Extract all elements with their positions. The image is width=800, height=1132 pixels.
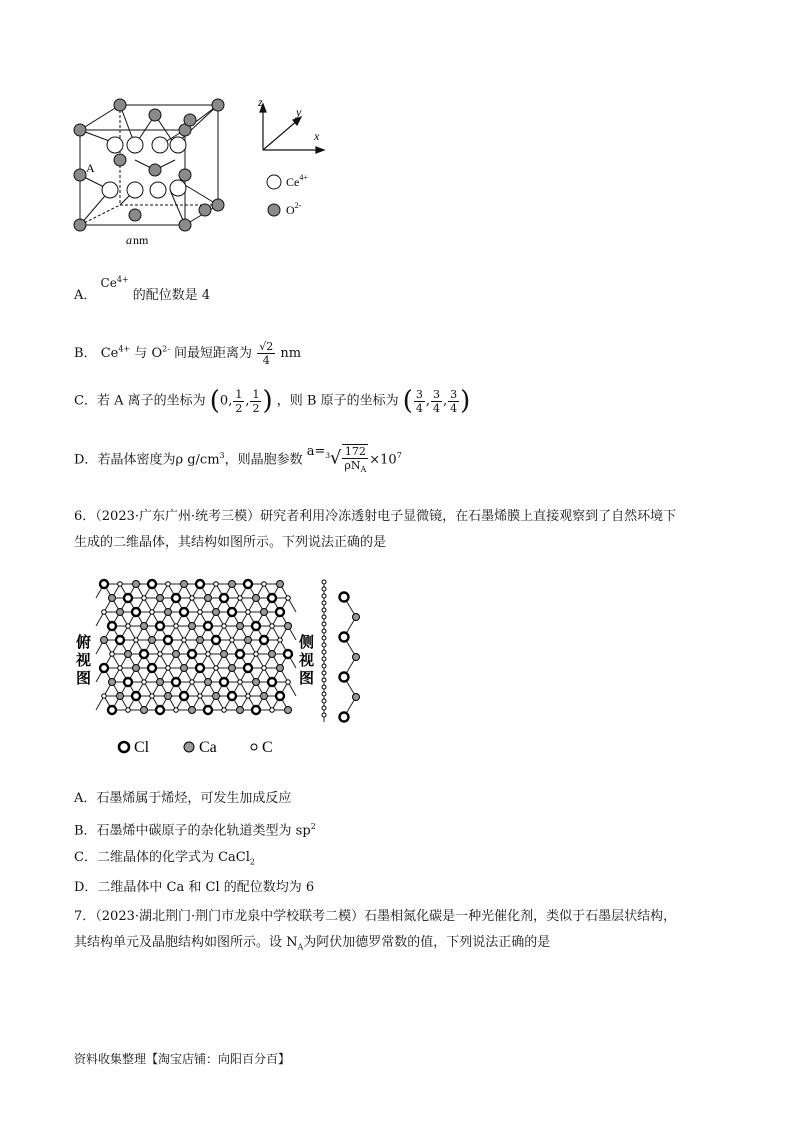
cl-atom [244, 580, 252, 588]
c-atom [322, 636, 326, 640]
label-a-ion: A [86, 161, 95, 175]
axis-x-label: x [314, 129, 320, 143]
top-view-label: 图 [76, 671, 92, 687]
ca-atom [205, 595, 212, 602]
c-atom [322, 699, 326, 703]
c-atom [322, 594, 326, 598]
ca-atom [173, 651, 180, 658]
o-atom [74, 124, 86, 136]
o-atom [199, 204, 211, 216]
ca-atom [117, 609, 124, 616]
ca-atom [181, 581, 188, 588]
c-atom [322, 601, 326, 605]
cl-atom [180, 692, 188, 700]
c-atom [118, 582, 123, 587]
c-atom [286, 680, 291, 685]
ca-atom [253, 679, 260, 686]
q6-option-a: A．石墨烯属于烯烃，可发生加成反应 [74, 791, 292, 806]
ca-atom [141, 623, 148, 630]
cl-atom [204, 706, 212, 714]
cl-atom [220, 594, 228, 602]
o-atom [74, 169, 86, 181]
legend-cl-label: Cl [134, 739, 150, 756]
legend-c-label: C [262, 739, 273, 756]
cl-atom [340, 633, 349, 642]
top-view-label: 视 [76, 653, 92, 669]
c-atom [322, 678, 326, 682]
cl-atom [236, 650, 244, 658]
cl-atom [164, 636, 172, 644]
ca-atom [285, 623, 292, 630]
ca-atom [237, 623, 244, 630]
o-atom [114, 154, 126, 166]
c-atom [270, 708, 275, 713]
cl-atom [172, 594, 180, 602]
c-atom [142, 680, 147, 685]
legend-ce-marker [267, 175, 281, 189]
q5-option-d: D．若晶体密度为ρ $g/cm^3$，则晶胞参数 a=$^3$√ $\frac{172}{\rho N_A}$ $\times 10^7$ [74, 444, 402, 474]
legend-c-marker [251, 744, 257, 750]
c-atom [262, 582, 267, 587]
ca-atom [189, 707, 196, 714]
cl-atom [244, 664, 252, 672]
c-atom [322, 671, 326, 675]
ceo2-unit-cell-figure [60, 90, 360, 250]
side-view-label: 图 [299, 671, 315, 687]
c-atom [214, 666, 219, 671]
q5-option-c: C．若 A 离子的坐标为 (0, $\frac{1}{2}$ , $\frac{1}{2}$ ) ，则 B 原子的坐标为 ( $\frac{3}{4}$ , $\frac{3}{4}$ , $\frac{3}{4}$ ) [74, 386, 471, 416]
c-atom [150, 694, 155, 699]
ca-atom [229, 665, 236, 672]
c-atom [322, 650, 326, 654]
q5-option-a: A． $Ce^{4+}$ 的配位数是 4 [74, 275, 211, 303]
legend-o-marker [268, 204, 280, 216]
cl-atom [228, 692, 236, 700]
ca-atom [101, 637, 108, 644]
axis-z-label: z [258, 95, 263, 109]
c-atom [118, 666, 123, 671]
distance-fraction: $\frac{√2}{4}$ [259, 340, 274, 367]
ca-atom [353, 654, 360, 661]
cl-atom [108, 706, 116, 714]
cl-atom [188, 650, 196, 658]
c-atom [182, 638, 187, 643]
ce-atom [150, 182, 166, 198]
ce-atom [107, 137, 123, 153]
c-atom [322, 664, 326, 668]
ca-atom [245, 637, 252, 644]
cl-atom [220, 678, 228, 686]
c-atom [206, 652, 211, 657]
cl-atom [132, 692, 140, 700]
c-atom [134, 638, 139, 643]
o-atom [179, 169, 191, 181]
cl-atom [140, 650, 148, 658]
c-atom [246, 610, 251, 615]
ca-atom [205, 679, 212, 686]
legend-o-label: O [286, 203, 295, 217]
cl-atom [100, 580, 108, 588]
c-atom [322, 629, 326, 633]
c-atom [322, 657, 326, 661]
cl-atom [276, 692, 284, 700]
q6-option-d: D．二维晶体中 Ca 和 Cl 的配位数均为 6 [74, 880, 315, 895]
ca-atom [277, 665, 284, 672]
ca-atom [141, 707, 148, 714]
cl-atom [156, 706, 164, 714]
cl-atom [148, 664, 156, 672]
c-atom [322, 608, 326, 612]
legend-ce-label: Ce [286, 175, 300, 189]
cl-atom [268, 594, 276, 602]
cl-atom [340, 713, 349, 722]
c-atom [238, 680, 243, 685]
side-view-label: 视 [299, 653, 315, 669]
axis-y-label: y [296, 105, 302, 119]
c-atom [262, 666, 267, 671]
ca-atom [221, 651, 228, 658]
ca-atom [253, 595, 260, 602]
cl-atom [108, 622, 116, 630]
c-atom [322, 615, 326, 619]
ca-atom [125, 651, 132, 658]
c-atom [126, 624, 131, 629]
ca-atom [165, 693, 172, 700]
c-atom [158, 652, 163, 657]
ca-atom [165, 609, 172, 616]
c-atom [246, 694, 251, 699]
c-atom [190, 596, 195, 601]
c-atom [198, 610, 203, 615]
o-atom [179, 219, 191, 231]
c-atom [270, 624, 275, 629]
svg-text:O2- [286, 201, 302, 217]
c-atom [322, 580, 326, 584]
cl-atom [124, 678, 132, 686]
cl-atom [260, 636, 268, 644]
o-atom [212, 99, 224, 111]
cl-atom [196, 580, 204, 588]
c-atom [286, 596, 291, 601]
ca-atom [149, 637, 156, 644]
cl-atom [252, 706, 260, 714]
c-atom [102, 610, 107, 615]
c-atom [322, 643, 326, 647]
ca-atom [109, 679, 116, 686]
cl-atom [212, 636, 220, 644]
footer-source: 资料收集整理【淘宝店铺：向阳百分百】 [74, 1052, 291, 1066]
o-atom [129, 209, 141, 221]
cl-atom [284, 650, 292, 658]
cl-atom [172, 678, 180, 686]
ce-atom [152, 137, 168, 153]
legend-cl-marker [119, 742, 129, 752]
cl-atom [276, 608, 284, 616]
cl-atom [204, 622, 212, 630]
ca-atom [229, 581, 236, 588]
ca-atom [261, 609, 268, 616]
cl-atom [116, 636, 124, 644]
c-atom [142, 596, 147, 601]
c-atom [278, 638, 283, 643]
c-atom [110, 652, 115, 657]
cl-atom [268, 678, 276, 686]
c-atom [322, 713, 326, 717]
ca-atom [353, 694, 360, 701]
o-atom [74, 219, 86, 231]
c-atom [322, 587, 326, 591]
q6-stem: 6．（2023·广东广州·统考三模）研究者利用冷冻透射电子显微镜，在石墨烯膜上直接观察到了自然环境下 生成的二维晶体，其结构如图所示。下列说法正确的是 [74, 509, 677, 550]
c-atom [174, 708, 179, 713]
o-atom [149, 109, 161, 121]
cl-atom [180, 608, 188, 616]
ca-atom [213, 693, 220, 700]
svg-text:Ce4+ [286, 173, 308, 189]
ca-atom [157, 679, 164, 686]
c-atom [102, 694, 107, 699]
ca-atom [133, 581, 140, 588]
top-view-label: 俯 [76, 635, 92, 651]
ce-atom [102, 182, 118, 198]
cacl2-graphene-figure [74, 572, 394, 762]
ca-atom [197, 637, 204, 644]
ca-atom [261, 693, 268, 700]
c-atom [126, 708, 131, 713]
ca-atom [189, 623, 196, 630]
ca-atom [181, 665, 188, 672]
c-atom [322, 685, 326, 689]
o-atom [212, 199, 224, 211]
c-atom [222, 624, 227, 629]
ca-atom [109, 595, 116, 602]
ca-atom [237, 707, 244, 714]
c-atom [150, 610, 155, 615]
c-atom [322, 706, 326, 710]
cl-atom [340, 593, 349, 602]
cl-atom [132, 608, 140, 616]
c-atom [166, 582, 171, 587]
ce-atom [170, 137, 186, 153]
cl-atom [252, 622, 260, 630]
q5-option-b: B． $Ce^{4+}$ 与 $O^{2-}$ 间最短距离为 $\frac{√2}{4}$ nm [74, 340, 302, 367]
legend-ce-charge: 4+ [299, 173, 308, 182]
ca-atom [269, 651, 276, 658]
lattice-param-nm: nm [133, 233, 149, 247]
ca-atom [353, 614, 360, 621]
c-atom [254, 652, 259, 657]
cl-atom [340, 673, 349, 682]
c-atom [166, 666, 171, 671]
ca-atom [277, 581, 284, 588]
c-atom [174, 624, 179, 629]
legend-ca-label: Ca [199, 739, 217, 756]
c-atom [230, 638, 235, 643]
c-atom [238, 596, 243, 601]
c-atom [222, 708, 227, 713]
ce-atom [127, 137, 143, 153]
c-atom [190, 680, 195, 685]
ca-atom [117, 693, 124, 700]
c-atom [198, 694, 203, 699]
cl-atom [228, 608, 236, 616]
q6-option-c: C．二维晶体的化学式为 CaCl$_2$ [74, 850, 255, 867]
c-atom [322, 622, 326, 626]
lattice-param-a: a [126, 233, 132, 247]
ca-atom [213, 609, 220, 616]
o-atom [184, 114, 196, 126]
ca-atom [285, 707, 292, 714]
side-view-label: 侧 [299, 635, 315, 651]
ce-atom [127, 182, 143, 198]
o-atom [149, 164, 161, 176]
o-atom [114, 99, 126, 111]
q6-option-b: B．石墨烯中碳原子的杂化轨道类型为 $sp^2$ [74, 822, 316, 839]
c-atom [322, 692, 326, 696]
cl-atom [196, 664, 204, 672]
legend-o-charge: 2- [294, 201, 302, 210]
cl-atom [124, 594, 132, 602]
ca-atom [157, 595, 164, 602]
cl-atom [148, 580, 156, 588]
cl-atom [156, 622, 164, 630]
legend-ca-marker [184, 742, 194, 752]
cl-atom [100, 664, 108, 672]
ce-atom [170, 180, 186, 196]
q7-stem: 7．（2023·湖北荆门·荆门市龙泉中学校联考二模）石墨相氮化碳是一种光催化剂，类似于石墨层状结构， 其结构单元及晶胞结构如图所示。设 $N_A$为阿伏加德罗常数的值，下列说法正确的是 [74, 909, 677, 952]
c-atom [214, 582, 219, 587]
ca-atom [133, 665, 140, 672]
